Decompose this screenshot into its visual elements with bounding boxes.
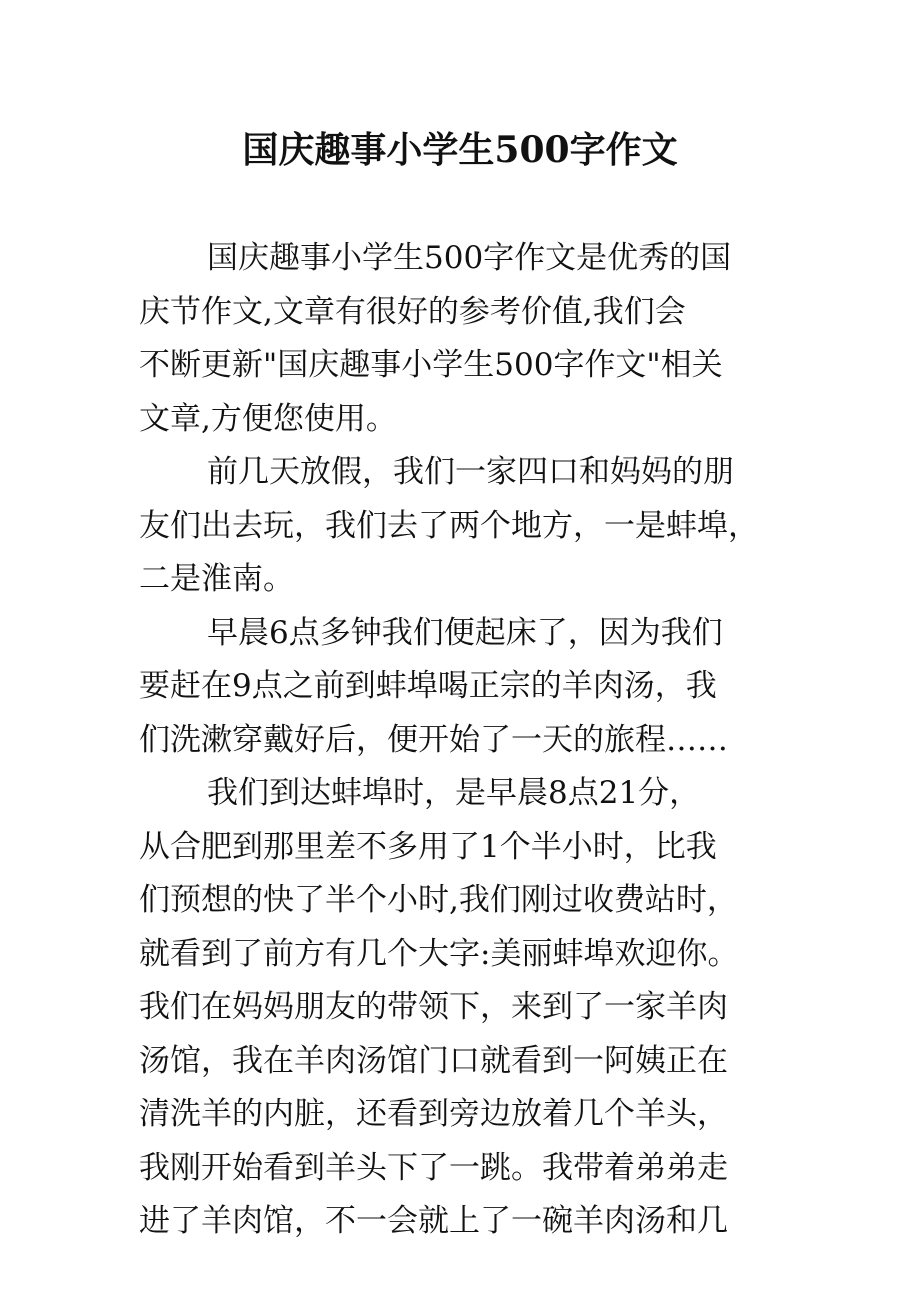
text-line: 庆节作文,文章有很好的参考价值,我们会 (139, 293, 686, 330)
text-line: 汤馆，我在羊肉汤馆门口就看到一阿姨正在 (139, 1042, 728, 1079)
text-line: 国庆趣事小学生500字作文是优秀的国 (207, 240, 732, 276)
text-line: 不断更新"国庆趣事小学生500字作文"相关 (139, 347, 723, 383)
text-line: 早晨6点多钟我们便起床了，因为我们 (207, 614, 723, 651)
text-line: 我刚开始看到羊头下了一跳。我带着弟弟走 (139, 1149, 728, 1186)
text-line: 进了羊肉馆，不一会就上了一碗羊肉汤和几 (139, 1203, 728, 1239)
text-line: 从合肥到那里差不多用了1个半小时，比我 (139, 828, 717, 865)
text-line: 我们到达蚌埠时，是早晨8点21分， (207, 775, 701, 811)
text-line: 二是淮南。 (139, 561, 294, 597)
document-title: 国庆趣事小学生500字作文 (242, 129, 678, 171)
text-line: 友们出去玩，我们去了两个地方，一是蚌埠， (139, 507, 759, 544)
text-line: 们洗漱穿戴好后，便开始了一天的旅程…… (139, 721, 728, 758)
text-line: 前几天放假，我们一家四口和妈妈的朋 (207, 454, 734, 490)
text-line: 要赶在9点之前到蚌埠喝正宗的羊肉汤，我 (139, 668, 717, 704)
text-line: 就看到了前方有几个大字:美丽蚌埠欢迎你。 (139, 935, 739, 972)
text-line: 文章,方便您使用。 (139, 400, 397, 437)
document-body (139, 232, 794, 1249)
text-line: 我们在妈妈朋友的带领下，来到了一家羊肉 (139, 989, 728, 1025)
text-line: 清洗羊的内脏，还看到旁边放着几个羊头， (139, 1096, 728, 1132)
text-line: 们预想的快了半个小时,我们刚过收费站时， (139, 882, 738, 918)
